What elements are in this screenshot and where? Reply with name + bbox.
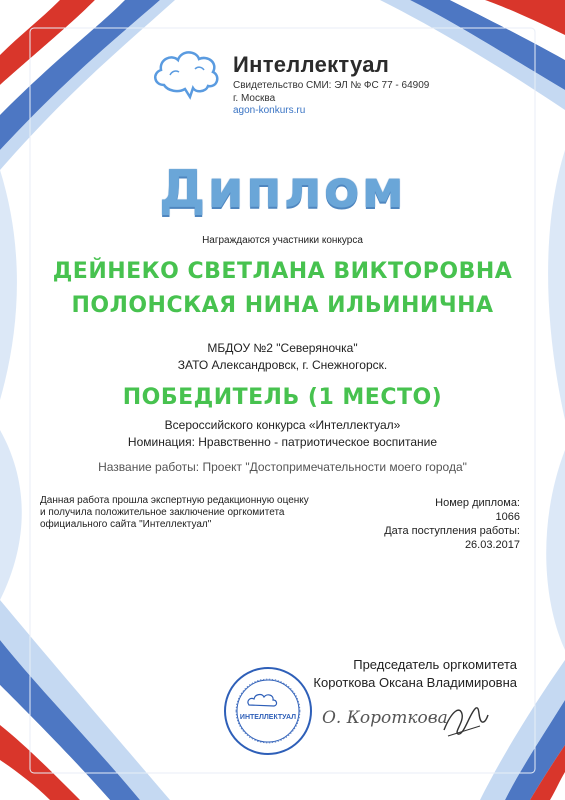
seal-text: ИНТЕЛЛЕКТУАЛ (239, 714, 297, 721)
diploma-number-label: Номер диплома: (435, 497, 520, 509)
diploma-number: 1066 (495, 511, 520, 523)
review-note-line: официального сайта "Интеллектуал" (40, 519, 212, 530)
signature-flourish-icon (440, 700, 490, 740)
submission-date: 26.03.2017 (464, 539, 520, 551)
awarded-text: Награждаются участники конкурса (202, 235, 363, 246)
chair-name: Короткова Оксана Владимировна (313, 675, 517, 690)
media-registration: Свидетельство СМИ: ЭЛ № ФС 77 - 64909 (233, 80, 430, 91)
participant-name: ПОЛОНСКАЯ НИНА ИЛЬИНИЧНА (71, 293, 494, 318)
round-seal-icon (222, 665, 314, 757)
submission-date-label: Дата поступления работы: (384, 525, 520, 537)
organization: МБДОУ №2 "Северяночка" (207, 341, 358, 355)
cloud-logo-icon (150, 45, 222, 107)
chair-title: Председатель оргкомитета (353, 657, 517, 672)
participant-name: ДЕЙНЕКО СВЕТЛАНА ВИКТОРОВНА (52, 259, 513, 284)
website-link[interactable]: agon-konkurs.ru (233, 105, 306, 116)
nomination: Номинация: Нравственно - патриотическое воспитание (127, 435, 438, 449)
award-place: ПОБЕДИТЕЛЬ (1 МЕСТО) (122, 385, 443, 410)
contest-name: Всероссийского конкурса «Интеллектуал» (164, 418, 401, 432)
work-title: Название работы: Проект "Достопримечательности моего города" (98, 460, 467, 474)
diploma-title: Диплом (159, 160, 406, 220)
handwritten-signature: О. Короткова (322, 708, 448, 728)
brand-city: г. Москва (233, 93, 276, 104)
location: ЗАТО Александровск, г. Снежногорск. (177, 358, 388, 372)
brand-name: Интеллектуал (233, 52, 390, 77)
review-note-line: Данная работа прошла экспертную редакционную оценку (40, 495, 309, 506)
review-note-line: и получила положительное заключение оргкомитета (40, 507, 285, 518)
